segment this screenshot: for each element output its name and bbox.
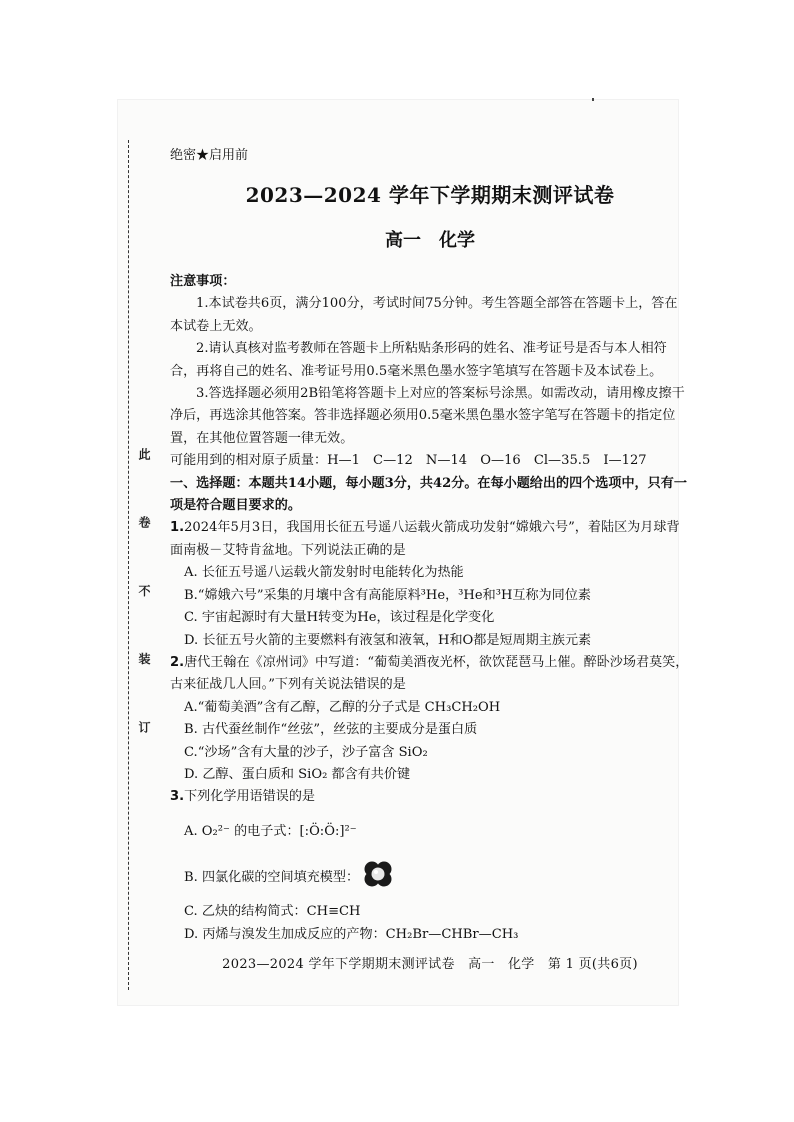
atomic-masses: 可能用到的相对原子质量：H—1 C—12 N—14 O—16 Cl—35.5 I—127 — [170, 453, 647, 469]
option-b: B. 四氯化碳的空间填充模型： — [184, 869, 360, 885]
secret-label: 绝密★启用前 — [170, 148, 249, 163]
option-a: A.“葡萄美酒”含有乙醇，乙醇的分子式是 CH₃CH₂OH — [184, 699, 501, 715]
binding-line — [128, 140, 129, 990]
question-stem: 2024年5月3日，我国用长征五号遥八运载火箭成功发射“嫦娥六号”，着陆区为月球背面南极－艾特肯盆地。下列说法正确的是 — [170, 520, 680, 558]
option-b: B.“嫦娥六号”采集的月壤中含有高能原料³He，³He和³H互称为同位素 — [184, 587, 591, 603]
option-d: D. 乙醇、蛋白质和 SiO₂ 都含有共价键 — [184, 766, 411, 782]
notes-heading: 注意事项： — [170, 274, 236, 289]
option-c: C.“沙场”含有大量的沙子，沙子富含 SiO₂ — [184, 744, 428, 760]
option-c: C. 乙炔的结构简式：CH≡CH — [184, 904, 361, 920]
binding-margin-text: 此 卷 不 装 订 — [137, 448, 151, 759]
exam-content — [170, 271, 690, 946]
exam-title: 2023—2024 学年下学期期末测评试卷 — [245, 183, 615, 207]
option-b-row — [170, 855, 690, 901]
page-footer: 2023—2024 学年下学期期末测评试卷 高一 化学 第 1 页(共6页) — [222, 957, 638, 972]
question-1 — [170, 517, 690, 562]
option-a: A. O₂²⁻ 的电子式：[:Ö:Ö:]²⁻ — [184, 823, 357, 839]
note-item: 2.请认真核对监考教师在答题卡上所粘贴条形码的姓名、准考证号是否与本人相符合，再将自己的姓名、准考证号用0.5毫米黑色墨水签字笔填写在答题卡及本试卷上。 — [170, 341, 667, 379]
exam-subtitle: 高一 化学 — [385, 230, 475, 251]
section-title: 一、选择题：本题共14小题，每小题3分，共42分。在每小题给出的四个选项中，只有一项是符合题目要求的。 — [170, 475, 687, 514]
option-a: A. 长征五号遥八运载火箭发射时电能转化为热能 — [184, 565, 464, 581]
question-number: 3. — [170, 789, 185, 805]
speck — [592, 98, 594, 101]
question-3 — [170, 786, 690, 808]
question-stem: 下列化学用语错误的是 — [184, 789, 316, 805]
note-item: 1.本试卷共6页，满分100分，考试时间75分钟。考生答题全部答在答题卡上，答在本试卷上无效。 — [170, 296, 678, 334]
option-d: D. 长征五号火箭的主要燃料有液氢和液氧，H和O都是短周期主族元素 — [184, 632, 592, 648]
note-item: 3.答选择题必须用2B铅笔将答题卡上对应的答案标号涂黑。如需改动，请用橡皮擦干净后，再选涂其他答案。答非选择题必须用0.5毫米黑色墨水签字笔写在答题卡的指定位置，在其他位置答题一律无效。 — [170, 386, 685, 446]
space-filling-model-icon — [363, 860, 393, 896]
option-b: B. 古代蚕丝制作“丝弦”，丝弦的主要成分是蛋白质 — [184, 722, 478, 738]
question-number: 1. — [170, 520, 185, 536]
question-stem: 唐代王翰在《凉州词》中写道：“葡萄美酒夜光杯，欲饮琵琶马上催。醉卧沙场君莫笑，古来征战几人回。”下列有关说法错误的是 — [170, 654, 689, 693]
option-c: C. 宇宙起源时有大量H转变为He，该过程是化学变化 — [184, 610, 495, 626]
question-number: 2. — [170, 654, 185, 670]
question-2 — [170, 652, 690, 697]
option-d: D. 丙烯与溴发生加成反应的产物：CH₂Br—CHBr—CH₃ — [184, 926, 519, 942]
